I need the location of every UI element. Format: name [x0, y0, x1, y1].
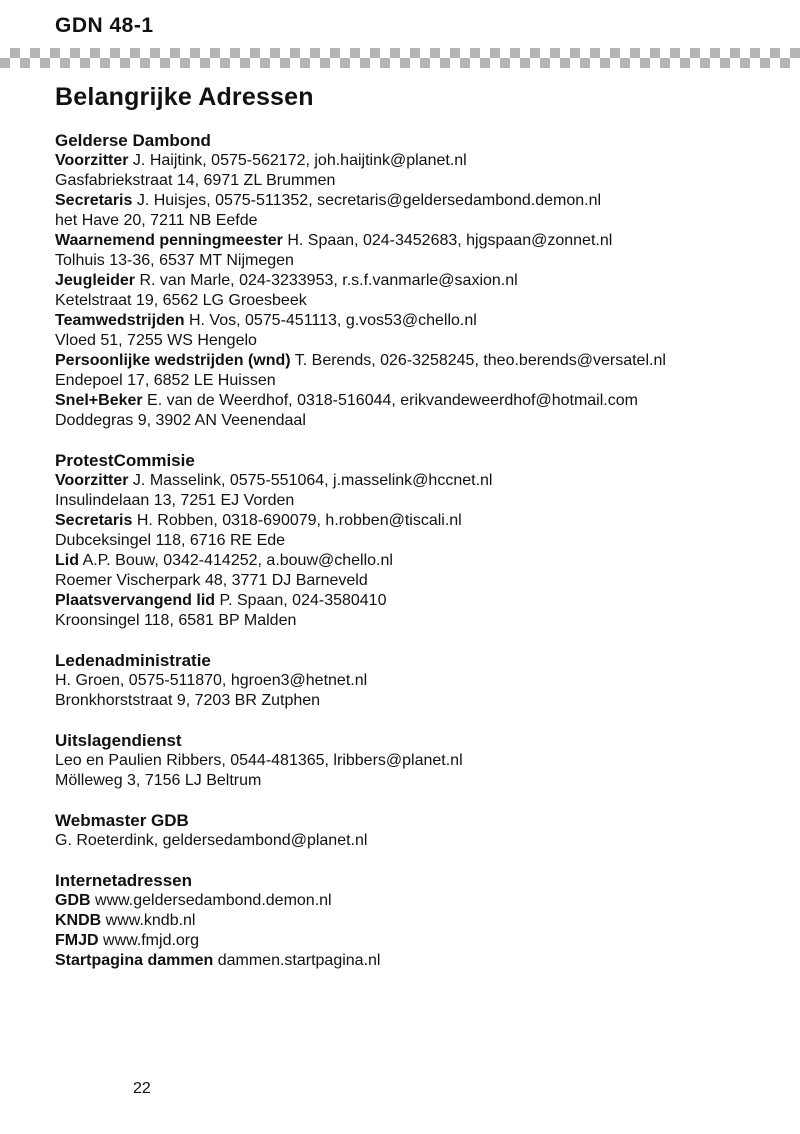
role-label: Lid — [55, 552, 79, 569]
contact-line — [55, 831, 760, 851]
section-heading: ProtestCommisie — [55, 451, 195, 470]
contact-text: Dubceksingel 118, 6716 RE Ede — [55, 532, 286, 549]
address-line — [55, 211, 760, 231]
contact-line — [55, 231, 760, 251]
address-line — [55, 371, 760, 391]
section-heading: Webmaster GDB — [55, 811, 189, 830]
contact-text: Insulindelaan 13, 7251 EJ Vorden — [55, 492, 295, 509]
role-label: Snel+Beker — [55, 392, 143, 409]
site-label: Startpagina dammen — [55, 952, 214, 969]
role-label: Teamwedstrijden — [55, 312, 185, 329]
contact-text: Tolhuis 13-36, 6537 MT Nijmegen — [55, 252, 294, 269]
contact-line — [55, 271, 760, 291]
contact-line — [55, 551, 760, 571]
address-line — [55, 691, 760, 711]
role-label: Waarnemend penningmeester — [55, 232, 283, 249]
section-ledenadministratie — [55, 651, 760, 711]
contact-text: Endepoel 17, 6852 LE Huissen — [55, 372, 276, 389]
internet-address-line — [55, 951, 760, 971]
site-url: www.fmjd.org — [98, 932, 200, 949]
section-webmaster-gdb — [55, 811, 760, 851]
role-label: Plaatsvervangend lid — [55, 592, 216, 609]
contact-line — [55, 391, 760, 411]
address-line — [55, 171, 760, 191]
contact-text: Ketelstraat 19, 6562 LG Groesbeek — [55, 292, 307, 309]
contact-text: A.P. Bouw, 0342-414252, a.bouw@chello.nl — [79, 552, 393, 569]
contact-line — [55, 511, 760, 531]
contact-line — [55, 671, 760, 691]
contact-text: J. Masselink, 0575-551064, j.masselink@hccnet.nl — [128, 472, 493, 489]
contact-line — [55, 751, 760, 771]
contact-text: J. Huisjes, 0575-511352, secretaris@geldersedambond.demon.nl — [132, 192, 602, 209]
internet-address-line — [55, 911, 760, 931]
checkerboard-divider — [0, 48, 800, 68]
address-line — [55, 491, 760, 511]
contact-text: Doddegras 9, 3902 AN Veenendaal — [55, 412, 306, 429]
section-uitslagendienst — [55, 731, 760, 791]
contact-text: Bronkhorststraat 9, 7203 BR Zutphen — [55, 692, 321, 709]
address-line — [55, 611, 760, 631]
address-line — [55, 331, 760, 351]
page-content — [55, 83, 760, 971]
contact-line — [55, 151, 760, 171]
section-gelderse-dambond — [55, 131, 760, 431]
role-label: Secretaris — [55, 512, 133, 529]
address-line — [55, 571, 760, 591]
contact-text: R. van Marle, 024-3233953, r.s.f.vanmarle@saxion.nl — [135, 272, 518, 289]
role-label: Jeugleider — [55, 272, 136, 289]
contact-text: P. Spaan, 024-3580410 — [215, 592, 387, 609]
contact-text: H. Spaan, 024-3452683, hjgspaan@zonnet.nl — [282, 232, 613, 249]
contact-text: Gasfabriekstraat 14, 6971 ZL Brummen — [55, 172, 336, 189]
contact-text: E. van de Weerdhof, 0318-516044, erikvandeweerdhof@hotmail.com — [142, 392, 638, 409]
contact-text: J. Haijtink, 0575-562172, joh.haijtink@planet.nl — [128, 152, 467, 169]
page-title: Belangrijke Adressen — [55, 83, 314, 111]
address-line — [55, 291, 760, 311]
address-line — [55, 251, 760, 271]
contact-line — [55, 471, 760, 491]
contact-text: Mölleweg 3, 7156 LJ Beltrum — [55, 772, 262, 789]
site-url: www.geldersedambond.demon.nl — [90, 892, 332, 909]
contact-text: H. Groen, 0575-511870, hgroen3@hetnet.nl — [55, 672, 368, 689]
contact-text: H. Robben, 0318-690079, h.robben@tiscali.nl — [132, 512, 462, 529]
section-internetadressen — [55, 871, 760, 971]
page-number: 22 — [133, 1080, 151, 1097]
role-label: Voorzitter — [55, 472, 129, 489]
section-protestcommisie — [55, 451, 760, 631]
section-heading: Internetadressen — [55, 871, 192, 890]
address-line — [55, 771, 760, 791]
internet-address-line — [55, 931, 760, 951]
contact-line — [55, 591, 760, 611]
role-label: Persoonlijke wedstrijden (wnd) — [55, 352, 291, 369]
contact-text: het Have 20, 7211 NB Eefde — [55, 212, 258, 229]
contact-line — [55, 191, 760, 211]
site-label: GDB — [55, 892, 91, 909]
contact-text: H. Vos, 0575-451113, g.vos53@chello.nl — [184, 312, 477, 329]
contact-line — [55, 351, 760, 371]
contact-text: Vloed 51, 7255 WS Hengelo — [55, 332, 257, 349]
site-url: www.kndb.nl — [101, 912, 196, 929]
address-line — [55, 411, 760, 431]
section-heading: Gelderse Dambond — [55, 131, 211, 150]
internet-address-line — [55, 891, 760, 911]
contact-text: T. Berends, 026-3258245, theo.berends@versatel.nl — [290, 352, 666, 369]
role-label: Voorzitter — [55, 152, 129, 169]
contact-text: G. Roeterdink, geldersedambond@planet.nl — [55, 832, 368, 849]
section-heading: Uitslagendienst — [55, 731, 182, 750]
address-line — [55, 531, 760, 551]
header-code: GDN 48-1 — [55, 14, 154, 37]
section-heading: Ledenadministratie — [55, 651, 211, 670]
role-label: Secretaris — [55, 192, 133, 209]
site-url: dammen.startpagina.nl — [213, 952, 381, 969]
contact-text: Kroonsingel 118, 6581 BP Malden — [55, 612, 297, 629]
site-label: FMJD — [55, 932, 99, 949]
site-label: KNDB — [55, 912, 102, 929]
contact-text: Leo en Paulien Ribbers, 0544-481365, lribbers@planet.nl — [55, 752, 463, 769]
contact-text: Roemer Vischerpark 48, 3771 DJ Barneveld — [55, 572, 368, 589]
contact-line — [55, 311, 760, 331]
